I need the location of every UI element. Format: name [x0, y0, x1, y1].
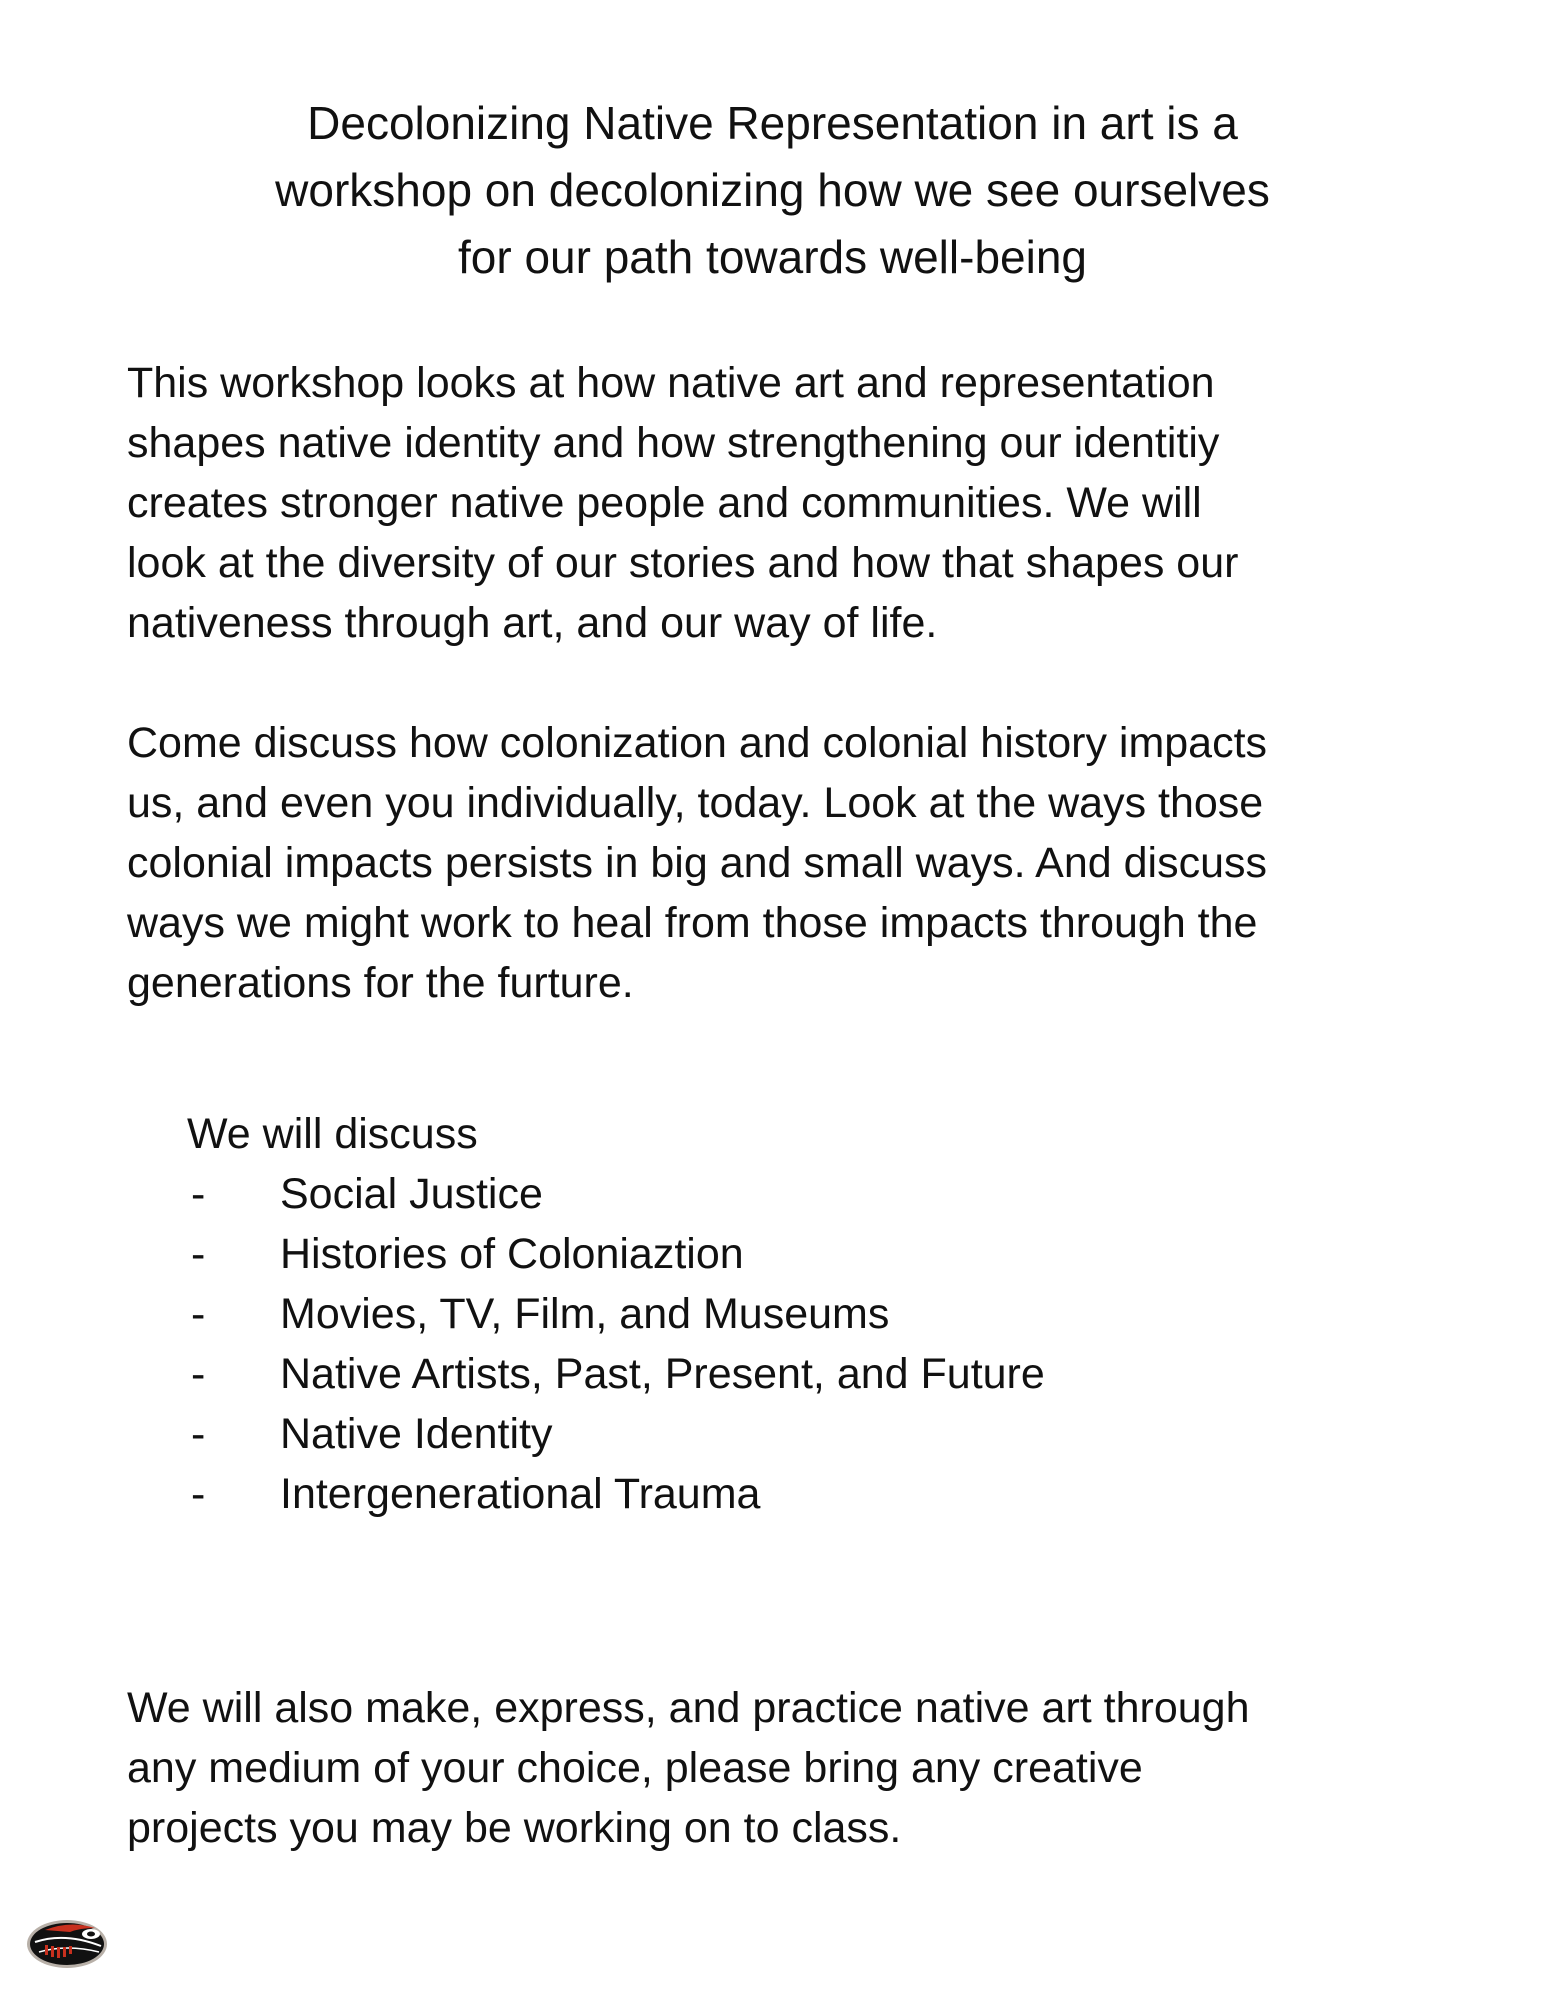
- bullet-dash: -: [191, 1170, 206, 1218]
- topic-label: Native Artists, Past, Present, and Future: [280, 1350, 1045, 1398]
- bullet-dash: -: [191, 1290, 206, 1338]
- page-title: [0, 90, 1545, 291]
- list-item: [187, 1344, 1045, 1404]
- text-line: us, and even you individually, today. Look at the ways those: [127, 779, 1264, 827]
- topic-label: Intergenerational Trauma: [280, 1470, 761, 1518]
- bullet-dash: -: [191, 1350, 206, 1398]
- topic-label: Movies, TV, Film, and Museums: [280, 1290, 890, 1338]
- text-line: creates stronger native people and communities. We will: [127, 479, 1202, 527]
- text-line: generations for the furture.: [127, 959, 634, 1007]
- list-item: [187, 1284, 1045, 1344]
- list-item: [187, 1224, 1045, 1284]
- text-line: shapes native identity and how strengthening our identitiy: [127, 419, 1220, 467]
- native-formline-logo-icon: [25, 1918, 109, 1970]
- title-line: for our path towards well-being: [458, 231, 1087, 283]
- text-line: colonial impacts persists in big and small ways. And discuss: [127, 839, 1268, 887]
- text-line: nativeness through art, and our way of life.: [127, 599, 938, 647]
- discuss-heading: We will discuss: [187, 1110, 478, 1158]
- topic-label: Social Justice: [280, 1170, 543, 1218]
- art-paragraph: [127, 1678, 1250, 1858]
- text-line: projects you may be working on to class.: [127, 1804, 902, 1852]
- text-line: look at the diversity of our stories and how that shapes our: [127, 539, 1239, 587]
- bullet-dash: -: [191, 1230, 206, 1278]
- text-line: This workshop looks at how native art and representation: [127, 359, 1215, 407]
- text-line: ways we might work to heal from those impacts through the: [127, 899, 1258, 947]
- topic-label: Histories of Coloniaztion: [280, 1230, 744, 1278]
- list-item: [187, 1164, 1045, 1224]
- topic-list: [187, 1164, 1045, 1524]
- text-line: We will also make, express, and practice native art through: [127, 1684, 1250, 1732]
- intro-paragraph: [127, 353, 1238, 653]
- list-item: [187, 1464, 1045, 1524]
- bullet-dash: -: [191, 1410, 206, 1458]
- topic-label: Native Identity: [280, 1410, 553, 1458]
- title-line: workshop on decolonizing how we see ourselves: [275, 164, 1270, 216]
- text-line: Come discuss how colonization and colonial history impacts: [127, 719, 1268, 767]
- colonization-paragraph: [127, 713, 1267, 1013]
- text-line: any medium of your choice, please bring any creative: [127, 1744, 1143, 1792]
- bullet-dash: -: [191, 1470, 206, 1518]
- list-item: [187, 1404, 1045, 1464]
- title-line: Decolonizing Native Representation in art is a: [307, 97, 1238, 149]
